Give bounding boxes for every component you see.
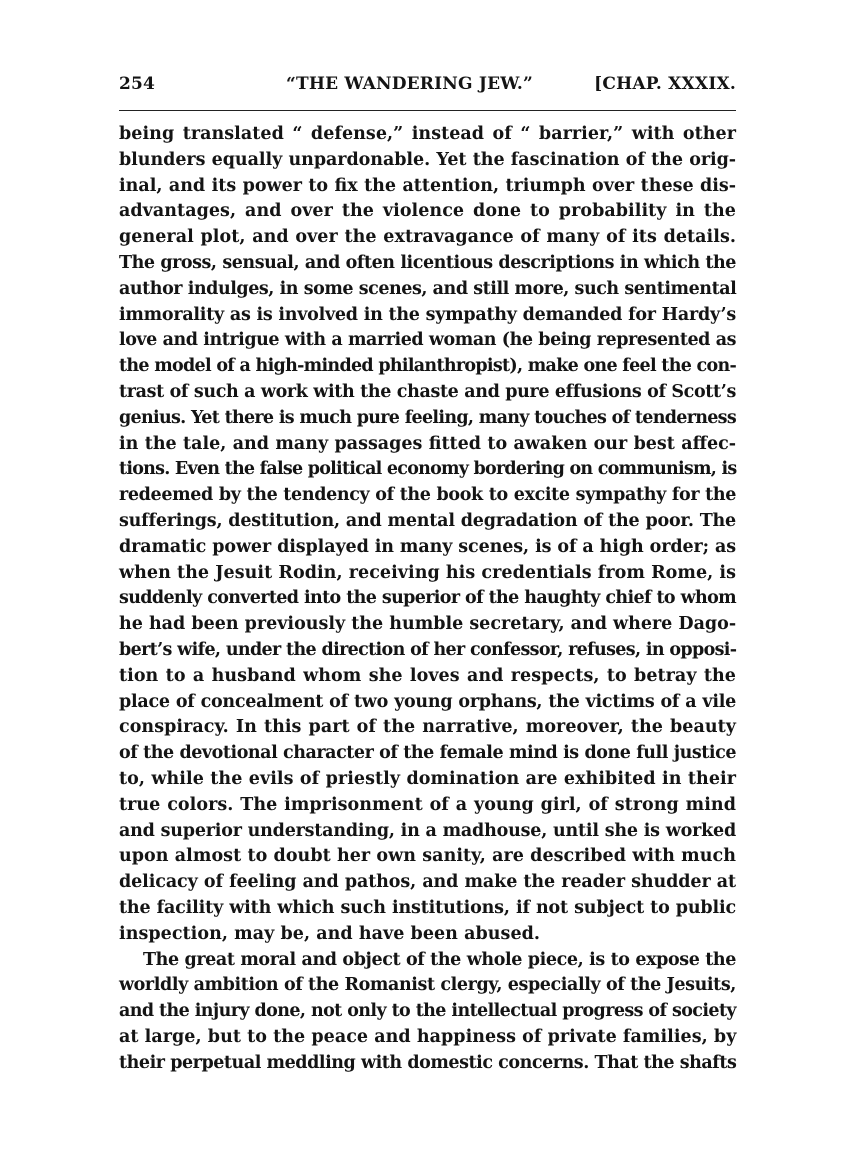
text-line: blunders equally unpardonable. Yet the fascination of the orig- <box>119 149 736 170</box>
text-line: being translated “ defense,” instead of “ barrier,” with other <box>119 124 736 144</box>
paragraph-end-line: inspection, may be, and have been abused. <box>119 923 541 944</box>
text-line: inal, and its power to fix the attention, triumph over these dis- <box>119 175 736 196</box>
text-line: suddenly converted into the superior of the haughty chief to whom <box>119 588 736 609</box>
text-line: author indulges, in some scenes, and still more, such sentimental <box>119 278 737 299</box>
chapter-label: [CHAP. XXXIX. <box>594 74 736 94</box>
text-line: and the injury done, not only to the intellectual progress of society <box>119 1001 736 1022</box>
body-text <box>119 122 736 1076</box>
text-line: tion to a husband whom she loves and respects, to betray the <box>119 665 736 686</box>
text-line: of the devotional character of the female mind is done full justice <box>119 743 736 764</box>
text-line: genius. Yet there is much pure feeling, many touches of tenderness <box>119 407 736 428</box>
text-line: sufferings, destitution, and mental degradation of the poor. The <box>119 510 736 531</box>
text-line: bert’s wife, under the direction of her confessor, refuses, in opposi- <box>119 639 737 660</box>
text-line: to, while the evils of priestly domination are exhibited in their <box>119 768 736 789</box>
text-line: tions. Even the false political economy bordering on communism, is <box>119 459 737 480</box>
text-line: immorality as is involved in the sympathy demanded for Hardy’s <box>119 304 736 325</box>
running-title: “THE WANDERING JEW.” <box>286 74 533 94</box>
text-line: dramatic power displayed in many scenes, is of a high order; as <box>119 536 736 557</box>
text-line: redeemed by the tendency of the book to excite sympathy for the <box>119 485 736 506</box>
page-number: 254 <box>119 74 156 94</box>
text-line: the model of a high-minded philanthropist), make one feel the con- <box>119 356 737 377</box>
text-line: delicacy of feeling and pathos, and make the reader shudder at <box>119 872 736 893</box>
text-line: advantages, and over the violence done to probability in the <box>119 201 736 222</box>
text-line: upon almost to doubt her own sanity, are described with much <box>119 846 736 867</box>
text-line: The gross, sensual, and often licentious descriptions in which the <box>119 252 736 273</box>
text-line: he had been previously the humble secretary, and where Dago- <box>119 614 737 635</box>
text-line: place of concealment of two young orphans, the victims of a vile <box>119 691 736 712</box>
running-header <box>119 74 736 100</box>
text-line: and superior understanding, in a madhouse, until she is worked <box>119 820 736 841</box>
text-line: the facility with which such institutions, if not subject to public <box>119 897 736 918</box>
text-line: general plot, and over the extravagance of many of its details. <box>119 227 736 248</box>
text-line: when the Jesuit Rodin, receiving his credentials from Rome, is <box>119 562 737 583</box>
text-line: at large, but to the peace and happiness of private families, by <box>119 1026 737 1047</box>
text-line: love and intrigue with a married woman (he being represented as <box>119 330 736 351</box>
text-line: conspiracy. In this part of the narrative, moreover, the beauty <box>119 717 736 738</box>
text-line: their perpetual meddling with domestic concerns. That the shafts <box>119 1052 737 1073</box>
text-line: trast of such a work with the chaste and pure effusions of Scott’s <box>119 381 736 402</box>
text-line: in the tale, and many passages fitted to awaken our best affec- <box>119 433 736 454</box>
header-rule <box>119 110 736 111</box>
text-line: worldly ambition of the Romanist clergy, especially of the Jesuits, <box>119 975 736 996</box>
text-line: true colors. The imprisonment of a young girl, of strong mind <box>119 794 736 815</box>
paragraph-start-line: The great moral and object of the whole piece, is to expose the <box>143 949 736 970</box>
